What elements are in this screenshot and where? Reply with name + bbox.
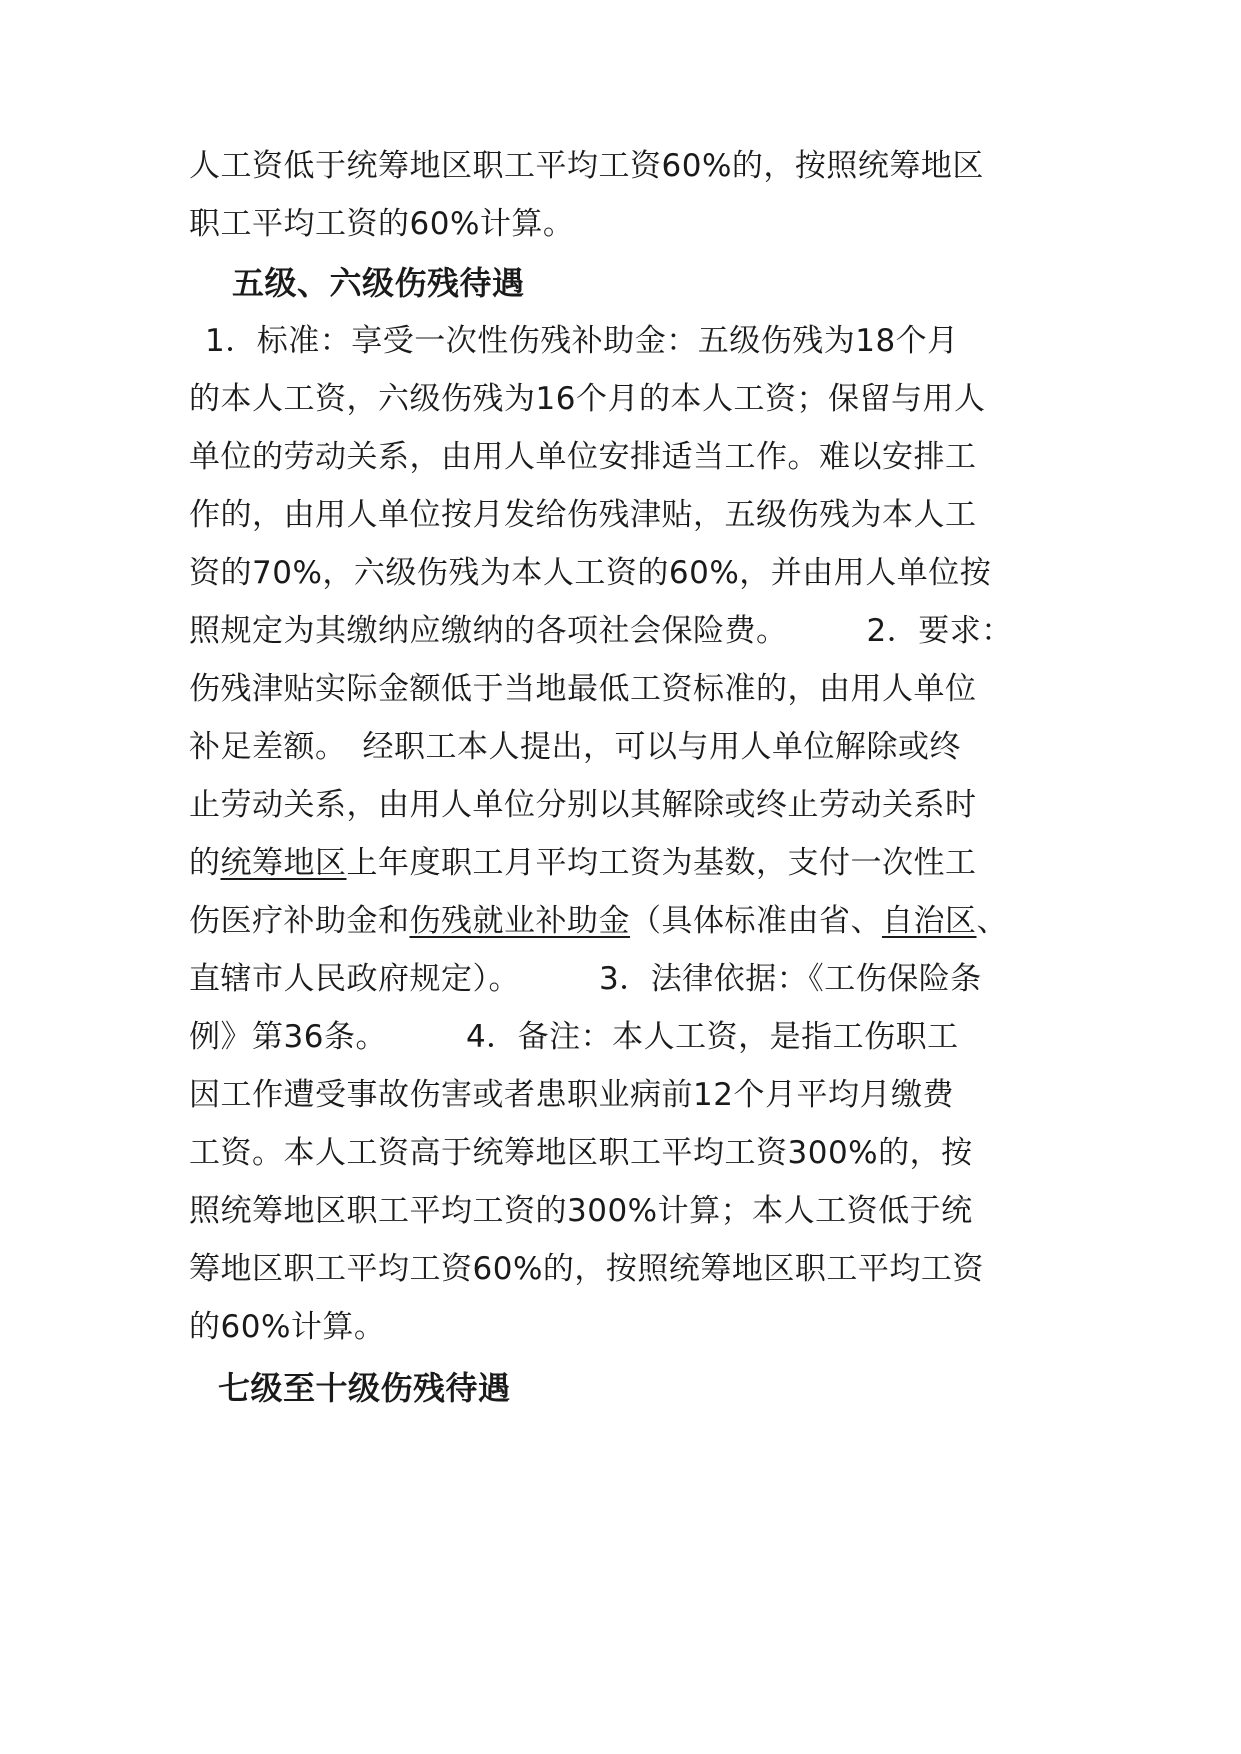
text-span: （具体标准由省、 [630, 903, 882, 939]
text-line: 照规定为其缴纳应缴纳的各项社会保险费。 2．要求： [189, 613, 1013, 649]
text-line: 筹地区职工平均工资60%的，按照统筹地区职工平均工资 [189, 1251, 984, 1287]
text-line: 工资。本人工资高于统筹地区职工平均工资300%的，按 [189, 1135, 973, 1171]
text-line: 资的70%，六级伤残为本人工资的60%，并由用人单位按 [189, 555, 992, 591]
text-line [189, 901, 1008, 941]
text-line: 例》第36条。 4．备注：本人工资，是指工伤职工 [189, 1019, 959, 1055]
text-span: 伤医疗补助金和 [189, 903, 410, 939]
text-line: 直辖市人民政府规定）。 3．法律依据：《工伤保险条 [189, 961, 982, 997]
text-line: 作的，由用人单位按月发给伤残津贴，五级伤残为本人工 [189, 497, 977, 533]
link-zizhiqu[interactable]: 自治区 [882, 903, 977, 939]
text-line [189, 843, 977, 883]
text-span: 的 [189, 845, 221, 881]
text-span: 、 [976, 903, 1008, 939]
text-line: 单位的劳动关系，由用人单位安排适当工作。难以安排工 [189, 439, 977, 475]
text-line: 补足差额。 经职工本人提出，可以与用人单位解除或终 [189, 729, 961, 765]
text-line: 职工平均工资的60%计算。 [189, 206, 575, 242]
text-span: 上年度职工月平均工资为基数，支付一次性工 [346, 845, 977, 881]
text-line: 人工资低于统筹地区职工平均工资60%的，按照统筹地区 [189, 148, 984, 184]
text-line: 照统筹地区职工平均工资的300%计算；本人工资低于统 [189, 1193, 973, 1229]
text-line: 因工作遭受事故伤害或者患职业病前12个月平均月缴费 [189, 1077, 954, 1113]
section-heading: 七级至十级伤残待遇 [218, 1369, 511, 1407]
link-tongchou-diqu[interactable]: 统筹地区 [220, 845, 347, 881]
text-line: 1．标准：享受一次性伤残补助金：五级伤残为18个月 [205, 323, 959, 359]
section-heading: 五级、六级伤残待遇 [232, 264, 525, 302]
link-shangcan-jiuye-buzhujin[interactable]: 伤残就业补助金 [409, 903, 630, 939]
text-line: 伤残津贴实际金额低于当地最低工资标准的，由用人单位 [189, 671, 977, 707]
text-line: 止劳动关系，由用人单位分别以其解除或终止劳动关系时 [189, 787, 977, 823]
text-line: 的60%计算。 [189, 1309, 386, 1345]
text-line: 的本人工资，六级伤残为16个月的本人工资；保留与用人 [189, 381, 986, 417]
